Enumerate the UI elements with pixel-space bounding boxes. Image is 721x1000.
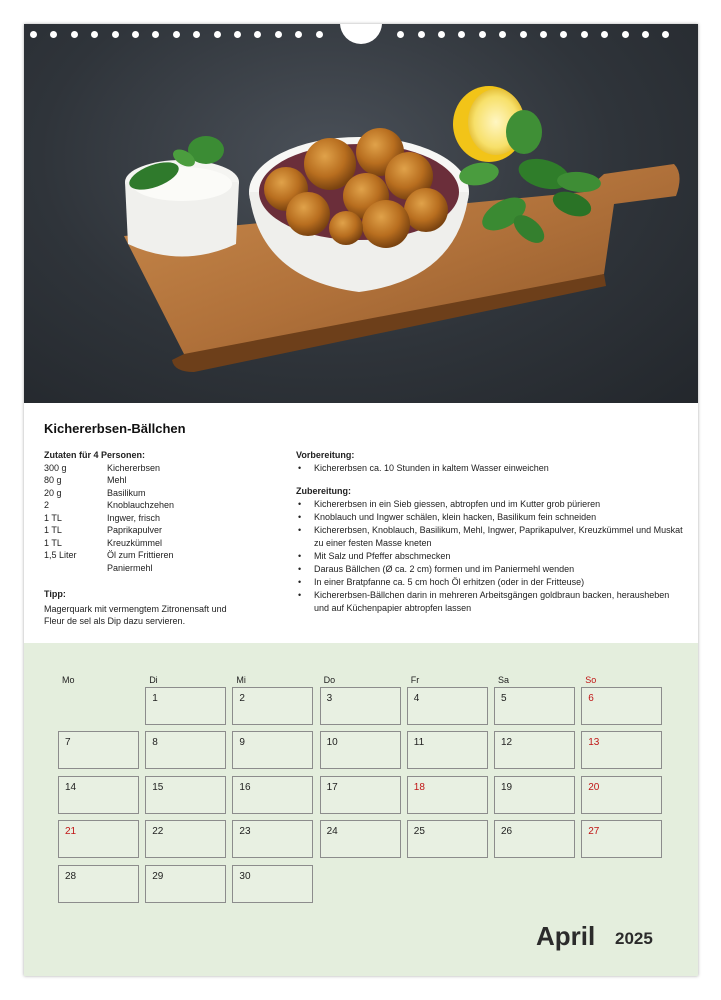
binding-hole <box>418 31 425 38</box>
ingredient-row <box>44 562 284 575</box>
weekday-header: Do <box>323 675 336 685</box>
day-cell: 9 <box>232 731 313 769</box>
binding-hole <box>540 31 547 38</box>
ingredient-row <box>44 499 284 512</box>
weekday-header: Di <box>149 675 158 685</box>
step-text: Knoblauch und Ingwer schälen, klein hacken, Basilikum fein schneiden <box>314 512 597 522</box>
day-cell: 18 <box>407 776 488 814</box>
ingredient-row <box>44 462 284 475</box>
day-cell: 28 <box>58 865 139 903</box>
day-cell: 24 <box>320 820 401 858</box>
binding-hole <box>622 31 629 38</box>
binding-hole <box>254 31 261 38</box>
binding-hole <box>662 31 669 38</box>
preparation-list <box>296 462 686 475</box>
day-cell: 26 <box>494 820 575 858</box>
binding-hole <box>397 31 404 38</box>
day-cell: 27 <box>581 820 662 858</box>
day-cell: 6 <box>581 687 662 725</box>
ingredient-amount <box>44 562 107 575</box>
ingredient-row <box>44 524 284 537</box>
calendar-page <box>24 24 698 976</box>
bullet-icon: • <box>298 525 302 535</box>
day-cell: 22 <box>145 820 226 858</box>
tip-text: Magerquark mit vermengtem Zitronensaft und Fleur de sel als Dip dazu servieren. <box>44 603 227 626</box>
ingredient-amount: 20 g <box>44 487 62 498</box>
day-cell: 8 <box>145 731 226 769</box>
binding-hole <box>458 31 465 38</box>
day-cell: 19 <box>494 776 575 814</box>
weekday-header: Mi <box>236 675 246 685</box>
day-cell: 25 <box>407 820 488 858</box>
binding-hole <box>295 31 302 38</box>
ingredients-label: Zutaten für 4 Personen: <box>44 450 146 460</box>
ingredient-name: Kichererbsen <box>107 462 161 473</box>
bullet-icon: • <box>298 499 302 509</box>
weekday-header: Mo <box>62 675 75 685</box>
food-illustration <box>24 24 698 403</box>
step-text: Kichererbsen in ein Sieb giessen, abtropfen und im Kutter grob pürieren <box>314 499 601 509</box>
ingredient-name: Paprikapulver <box>107 525 163 535</box>
step-text: Kichererbsen, Knoblauch, Basilikum, Mehl, Ingwer, Paprikapulver, Kreuzkümmel und Muskat zu einer festen Masse kneten <box>314 525 683 548</box>
bullet-icon: • <box>298 512 302 522</box>
day-cell: 1 <box>145 687 226 725</box>
weekday-header: Fr <box>410 675 420 685</box>
ingredient-name: Kreuzkümmel <box>107 537 163 548</box>
bullet-icon: • <box>298 463 302 473</box>
binding-hole <box>275 31 282 38</box>
step-text: In einer Bratpfanne ca. 5 cm hoch Öl erhitzen (oder in der Fritteuse) <box>314 577 585 587</box>
method-list <box>296 498 686 615</box>
binding-hole <box>499 31 506 38</box>
ingredient-row <box>44 549 284 562</box>
binding-hole <box>479 31 486 38</box>
recipe-photo <box>24 24 698 403</box>
binding-hole <box>30 31 37 38</box>
month-name: April <box>536 921 596 951</box>
binding-hole <box>50 31 57 38</box>
step-item <box>296 498 686 511</box>
binding-hole <box>152 31 159 38</box>
day-cell: 12 <box>494 731 575 769</box>
bullet-icon: • <box>298 564 302 574</box>
day-cell: 15 <box>145 776 226 814</box>
day-cell: 7 <box>58 731 139 769</box>
binding-hole <box>91 31 98 38</box>
day-cell: 3 <box>320 687 401 725</box>
tip-label: Tipp: <box>44 589 66 599</box>
ingredient-name: Öl zum Frittieren <box>107 550 174 560</box>
ingredient-amount: 1 TL <box>44 537 62 548</box>
step-text: Kichererbsen ca. 10 Stunden in kaltem Wasser einweichen <box>314 463 549 473</box>
ingredient-name: Ingwer, frisch <box>107 512 161 523</box>
day-cell: 29 <box>145 865 226 903</box>
binding-hole <box>71 31 78 38</box>
day-cell: 2 <box>232 687 313 725</box>
step-text: Kichererbsen-Bällchen darin in mehreren Arbeitsgängen goldbraun backen, herausheben und auf Küchenpapier abtropfen lassen <box>314 590 670 613</box>
day-cell: 11 <box>407 731 488 769</box>
binding-hole <box>438 31 445 38</box>
ingredient-amount: 80 g <box>44 475 62 485</box>
ingredient-row <box>44 474 284 487</box>
ingredient-amount: 1,5 Liter <box>44 550 77 560</box>
weekday-header: So <box>585 675 597 685</box>
ingredient-name: Knoblauchzehen <box>107 500 175 510</box>
ingredients-list <box>44 462 284 575</box>
binding-hole <box>214 31 221 38</box>
recipe-section <box>24 403 698 643</box>
day-cell: 4 <box>407 687 488 725</box>
day-cell: 30 <box>232 865 313 903</box>
ingredient-amount: 300 g <box>44 462 67 473</box>
bullet-icon: • <box>298 551 302 561</box>
day-cell: 21 <box>58 820 139 858</box>
calendar-grid <box>24 643 698 976</box>
binding-hole <box>560 31 567 38</box>
ingredient-amount: 2 <box>44 500 50 510</box>
day-cell: 5 <box>494 687 575 725</box>
bullet-icon: • <box>298 577 302 587</box>
step-item <box>296 524 686 550</box>
binding-hole <box>520 31 527 38</box>
step-text: Daraus Bällchen (Ø ca. 2 cm) formen und im Paniermehl wenden <box>314 564 575 574</box>
ingredient-name: Mehl <box>107 475 127 485</box>
day-cell: 14 <box>58 776 139 814</box>
binding-hole <box>193 31 200 38</box>
bullet-icon: • <box>298 590 302 600</box>
step-item <box>296 563 686 576</box>
ingredient-amount: 1 TL <box>44 525 62 535</box>
binding-hole <box>642 31 649 38</box>
day-cell: 16 <box>232 776 313 814</box>
binding-hole <box>234 31 241 38</box>
ingredient-row <box>44 487 284 500</box>
binding-hole <box>112 31 119 38</box>
step-item <box>296 550 686 563</box>
preparation-label: Vorbereitung: <box>296 450 355 460</box>
day-cell: 13 <box>581 731 662 769</box>
day-cell: 23 <box>232 820 313 858</box>
step-item <box>296 576 686 589</box>
day-cell: 10 <box>320 731 401 769</box>
ingredient-name: Basilikum <box>107 487 146 498</box>
binding-hole <box>601 31 608 38</box>
ingredient-row <box>44 537 284 550</box>
binding-hole <box>581 31 588 38</box>
ingredient-amount: 1 TL <box>44 512 62 523</box>
day-cell: 20 <box>581 776 662 814</box>
step-text: Mit Salz und Pfeffer abschmecken <box>314 551 451 561</box>
day-cell: 17 <box>320 776 401 814</box>
ingredient-name: Paniermehl <box>107 562 153 573</box>
tip-block <box>44 588 284 628</box>
ingredient-row <box>44 512 284 525</box>
weekday-header: Sa <box>498 675 510 685</box>
step-item <box>296 589 686 615</box>
ingredients-column <box>44 449 284 628</box>
binding-hole <box>132 31 139 38</box>
binding-hole <box>173 31 180 38</box>
step-item <box>296 511 686 524</box>
step-item <box>296 462 686 475</box>
year-label: 2025 <box>615 929 653 948</box>
method-label: Zubereitung: <box>296 486 351 496</box>
recipe-title: Kichererbsen-Bällchen <box>44 421 186 436</box>
instructions-column <box>296 449 686 615</box>
binding-hole <box>316 31 323 38</box>
